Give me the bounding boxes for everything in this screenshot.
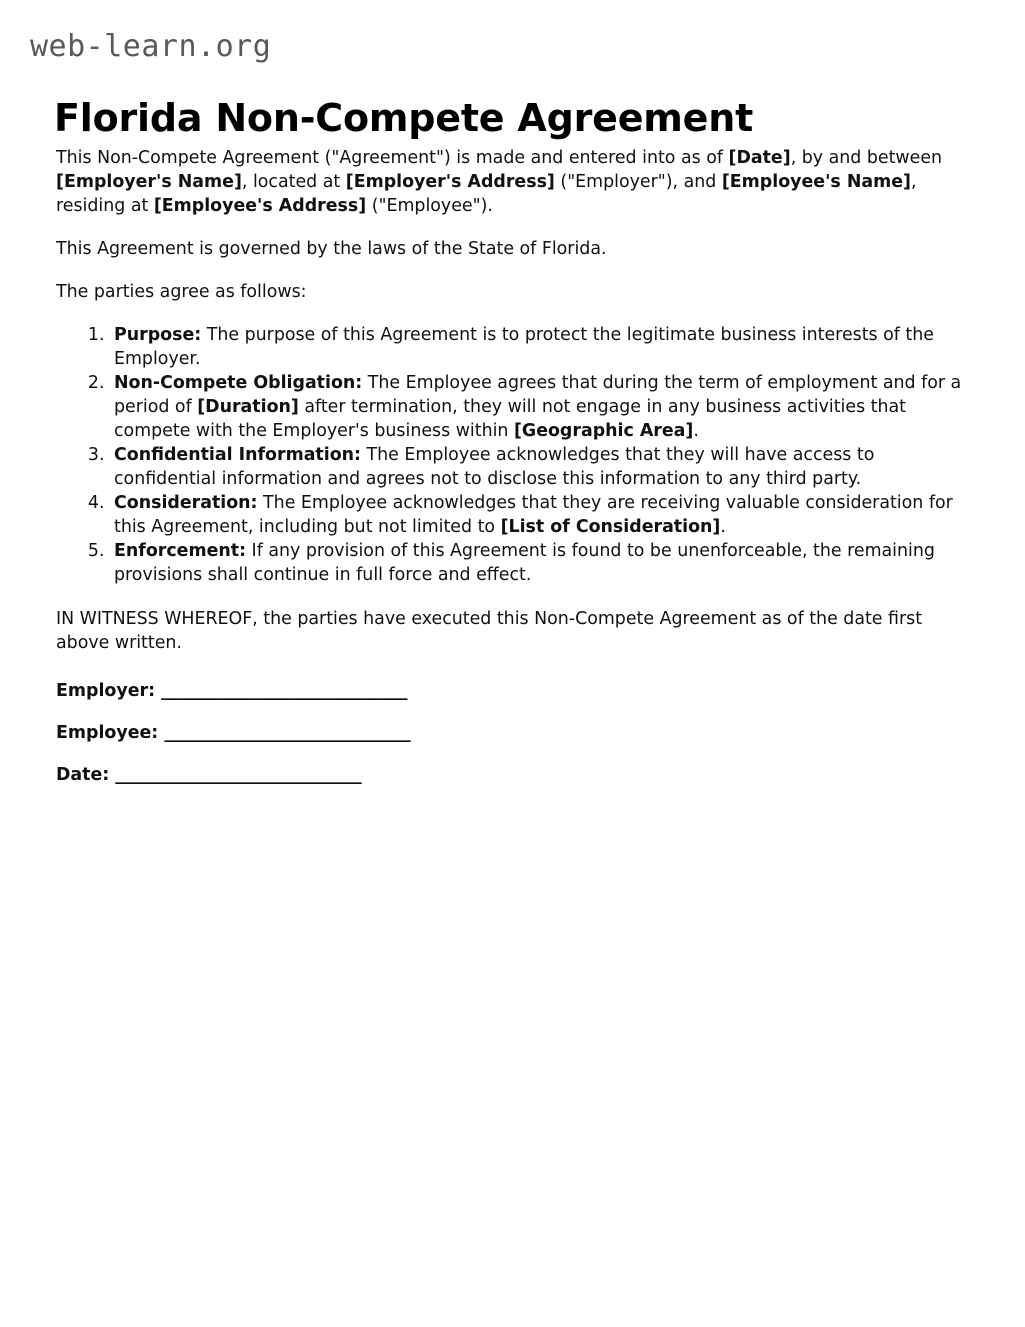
term-heading: Confidential Information: xyxy=(114,445,361,465)
term-text-after: . xyxy=(693,421,699,441)
list-item xyxy=(110,539,966,587)
placeholder-geographic-area: [Geographic Area] xyxy=(513,421,694,441)
employee-label: Employee: xyxy=(56,723,159,743)
employee-signature-row xyxy=(56,721,966,745)
intro-seg-5: , residing at xyxy=(56,172,917,216)
employer-signature-line[interactable]: ______________________________ xyxy=(161,681,407,701)
term-heading: Non-Compete Obligation: xyxy=(114,373,363,393)
document-body xyxy=(56,146,966,805)
governing-law-paragraph: This Agreement is governed by the laws of the State of Florida. xyxy=(56,239,607,259)
term-text-mid: after termination, they will not engage in any business activities that compete with the Employer's business within xyxy=(114,397,906,441)
list-item xyxy=(110,323,966,371)
list-item xyxy=(110,443,966,491)
term-text-after: . xyxy=(720,517,726,537)
signature-block xyxy=(56,679,966,787)
witness-clause: IN WITNESS WHEREOF, the parties have executed this Non-Compete Agreement as of the date first above written. xyxy=(56,609,923,653)
agreement-lead-in: The parties agree as follows: xyxy=(56,282,307,302)
term-heading: Purpose: xyxy=(114,325,202,345)
date-signature-line[interactable]: ______________________________ xyxy=(115,765,362,785)
term-text: The Employee acknowledges that they will have access to confidential information and agrees not to disclose this information to any third party. xyxy=(114,445,875,489)
term-text: The purpose of this Agreement is to protect the legitimate business interests of the Employer. xyxy=(114,325,934,369)
list-item xyxy=(110,491,966,539)
page-title: Florida Non-Compete Agreement xyxy=(54,96,754,141)
placeholder-employer-address: [Employer's Address] xyxy=(345,172,555,192)
terms-list xyxy=(56,323,966,587)
term-text: The Employee agrees that during the term of employment and for a period of xyxy=(114,373,962,417)
term-heading: Enforcement: xyxy=(114,541,247,561)
placeholder-employee-name: [Employee's Name] xyxy=(721,172,911,192)
employee-signature-line[interactable]: ______________________________ xyxy=(164,723,411,743)
placeholder-duration: [Duration] xyxy=(197,397,299,417)
intro-seg-1: This Non-Compete Agreement ("Agreement") is made and entered into as of xyxy=(56,148,729,168)
term-text: If any provision of this Agreement is found to be unenforceable, the remaining provisions shall continue in full force and effect. xyxy=(114,541,935,585)
employer-signature-row xyxy=(56,679,966,703)
employer-label: Employer: xyxy=(56,681,156,701)
placeholder-employee-address: [Employee's Address] xyxy=(153,196,367,216)
term-heading: Consideration: xyxy=(114,493,258,513)
intro-paragraph xyxy=(56,146,966,218)
placeholder-list-of-consideration: [List of Consideration] xyxy=(500,517,721,537)
placeholder-employer-name: [Employer's Name] xyxy=(56,172,242,192)
placeholder-date: [Date] xyxy=(728,148,791,168)
date-label: Date: xyxy=(56,765,110,785)
term-text: The Employee acknowledges that they are receiving valuable consideration for this Agreement, including but not limited to xyxy=(114,493,953,537)
intro-seg-4: ("Employer"), and xyxy=(554,172,722,192)
intro-seg-3: , located at xyxy=(241,172,346,192)
intro-seg-2: , by and between xyxy=(790,148,943,168)
site-brand: web-learn.org xyxy=(30,29,272,64)
list-item xyxy=(110,371,966,443)
intro-seg-6: ("Employee"). xyxy=(366,196,493,216)
date-signature-row xyxy=(56,763,966,787)
